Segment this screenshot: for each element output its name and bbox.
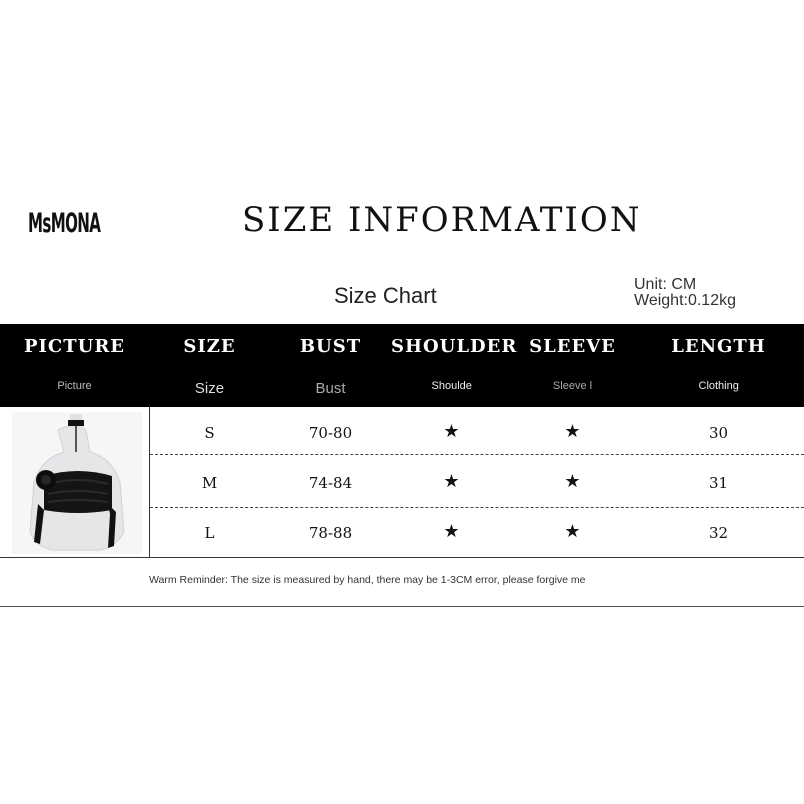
size-chart-subtitle: Size Chart [334,283,437,308]
header-length-label: LENGTH [671,336,766,357]
cell-bust: 78-88 [308,524,353,542]
star-icon: ★ [564,421,581,442]
product-photo [12,412,142,554]
cell-bust: 70-80 [308,424,353,442]
row-divider-1 [150,454,804,455]
header-sleeve-label: SLEEVE [529,336,616,357]
header-sleeve [512,324,633,407]
header-length-sub: Clothing [698,380,739,392]
row-divider-2 [150,507,804,508]
header-shoulder-sub: Shoulde [431,380,472,392]
header-bust-sub: Bust [315,380,346,397]
star-icon: ★ [443,471,460,492]
header-picture-sub: Picture [57,380,92,392]
weight-label: Weight:0.12kg [634,292,736,309]
cell-bust: 74-84 [308,474,353,492]
header-bust [270,324,391,407]
unit-label: Unit: CM [634,276,697,293]
footer-line [0,606,804,607]
cell-length: 32 [708,524,729,542]
page-title: SIZE INFORMATION [242,200,642,240]
cell-length: 30 [708,424,729,442]
star-icon: ★ [443,521,460,542]
header-size-sub: Size [194,380,225,397]
header-length [633,324,804,407]
star-icon: ★ [443,421,460,442]
header-bust-label: BUST [299,336,362,357]
cell-size: L [204,524,215,542]
header-size-label: SIZE [183,336,236,357]
header-size [149,324,270,407]
header-shoulder-label: SHOULDER [391,336,518,357]
cell-size: S [204,424,215,442]
header-shoulder [391,324,518,407]
table-bottom-line [0,557,804,558]
header-picture [0,324,149,407]
table-header [0,324,804,407]
header-picture-label: PICTURE [23,336,126,357]
star-icon: ★ [564,521,581,542]
star-icon: ★ [564,471,581,492]
header-sleeve-sub: Sleeve l [552,380,593,392]
warm-reminder: Warm Reminder: The size is measured by hand, there may be 1-3CM error, please forgive me [149,574,586,586]
cell-size: M [201,474,218,492]
cell-length: 31 [708,474,729,492]
brand-logo: MsMONA [28,208,101,239]
